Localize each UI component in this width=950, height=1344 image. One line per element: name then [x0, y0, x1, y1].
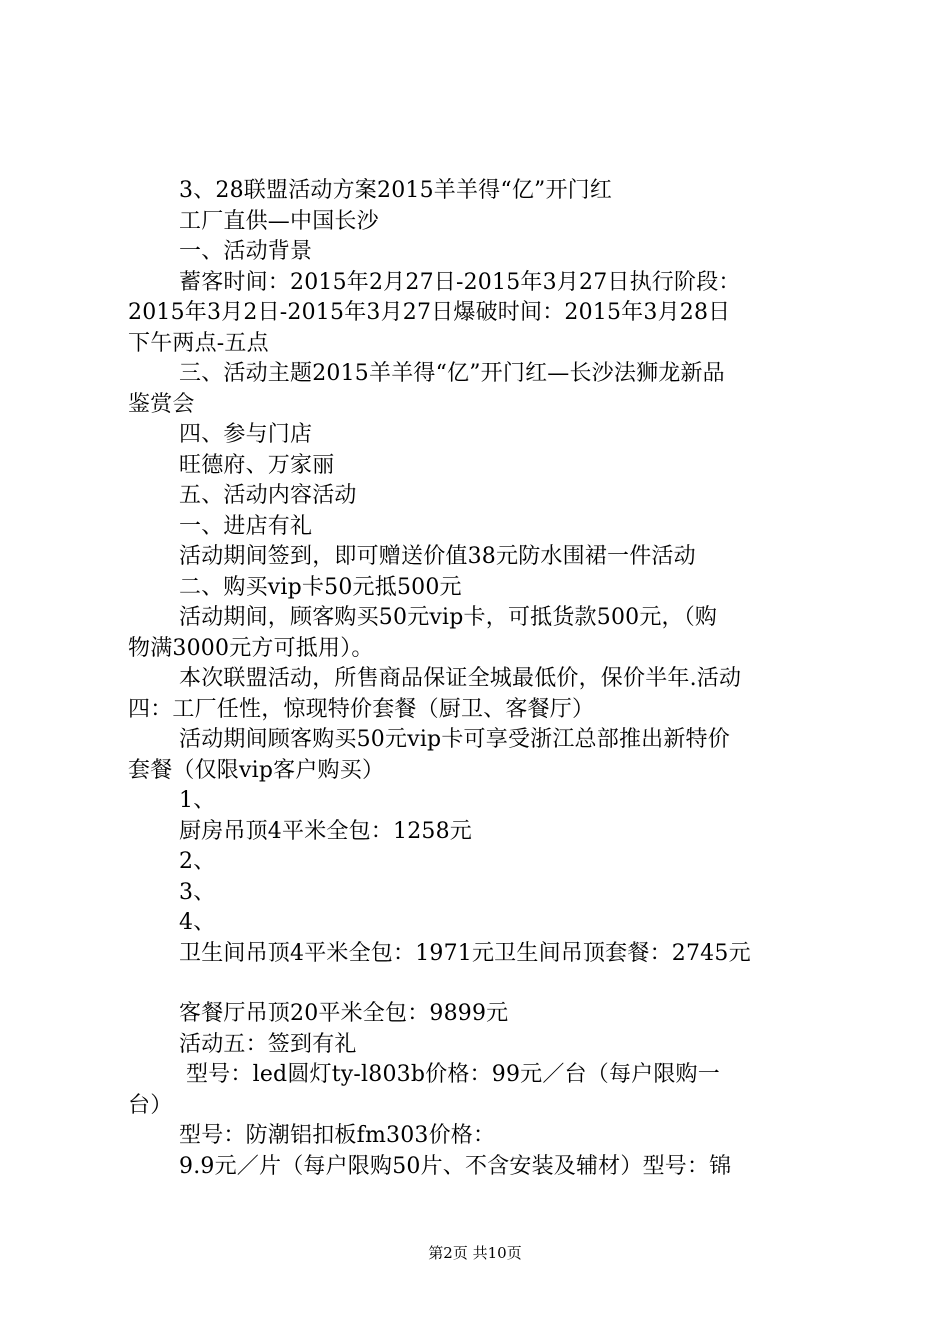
section-heading: 三、活动主题2015羊羊得“亿”开门红—长沙法狮龙新品: [179, 361, 725, 386]
text-line: 客餐厅吊顶20平米全包：9899元: [179, 1001, 509, 1026]
document-body: [128, 176, 834, 1182]
text-line: 四：工厂任性，惊现特价套餐（厨卫、客餐厅）: [128, 696, 595, 722]
text-line: 型号：防潮铝扣板fm303价格：: [179, 1123, 496, 1148]
text-line: 型号：led圆灯ty-l803b价格：99元／台（每户限购一: [186, 1062, 720, 1087]
blank-gap: [128, 969, 834, 999]
text-line: 物满3000元方可抵用）。: [128, 635, 374, 661]
heading-line: 3、28联盟活动方案2015羊羊得“亿”开门红: [179, 178, 613, 203]
text-line: 鉴赏会: [128, 391, 195, 417]
section-heading: 四、参与门店: [179, 422, 313, 447]
text-line: 活动期间，顾客购买50元vip卡，可抵货款500元，（购: [179, 605, 718, 630]
text-line: 下午两点-五点: [128, 330, 269, 356]
text-line: 套餐（仅限vip客户购买）: [128, 757, 385, 783]
text-line: 卫生间吊顶4平米全包：1971元卫生间吊顶套餐：2745元: [179, 940, 751, 966]
text-line: 活动期间顾客购买50元vip卡可享受浙江总部推出新特价: [179, 727, 730, 752]
list-number: 2、: [179, 849, 216, 874]
section-heading: 一、活动背景: [179, 239, 313, 264]
section-heading: 一、进店有礼: [179, 513, 313, 539]
section-heading: 五、活动内容活动: [179, 483, 357, 508]
text-line: 活动期间签到，即可赠送价值38元防水围裙一件活动: [179, 544, 696, 569]
list-number: 4、: [179, 910, 216, 935]
section-heading: 活动五：签到有礼: [179, 1031, 357, 1057]
text-line: 9.9元／片（每户限购50片、不含安装及辅材）型号：锦: [179, 1153, 732, 1179]
text-line: 工厂直供—中国长沙: [179, 208, 379, 234]
page-footer: 第2页 共10页: [428, 1244, 522, 1262]
list-number: 1、: [179, 788, 216, 813]
text-line: 台）: [128, 1092, 173, 1118]
text-line: 2015年3月2日-2015年3月27日爆破时间：2015年3月28日: [128, 300, 731, 325]
section-heading: 二、购买vip卡50元抵500元: [179, 574, 462, 600]
text-line: 蓄客时间：2015年2月27日-2015年3月27日执行阶段：: [179, 269, 741, 295]
text-line: 本次联盟活动，所售商品保证全城最低价，保价半年.活动: [179, 666, 742, 691]
text-line: 厨房吊顶4平米全包：1258元: [179, 818, 472, 844]
list-number: 3、: [179, 879, 216, 905]
text-line: 旺德府、万家丽: [179, 452, 335, 478]
